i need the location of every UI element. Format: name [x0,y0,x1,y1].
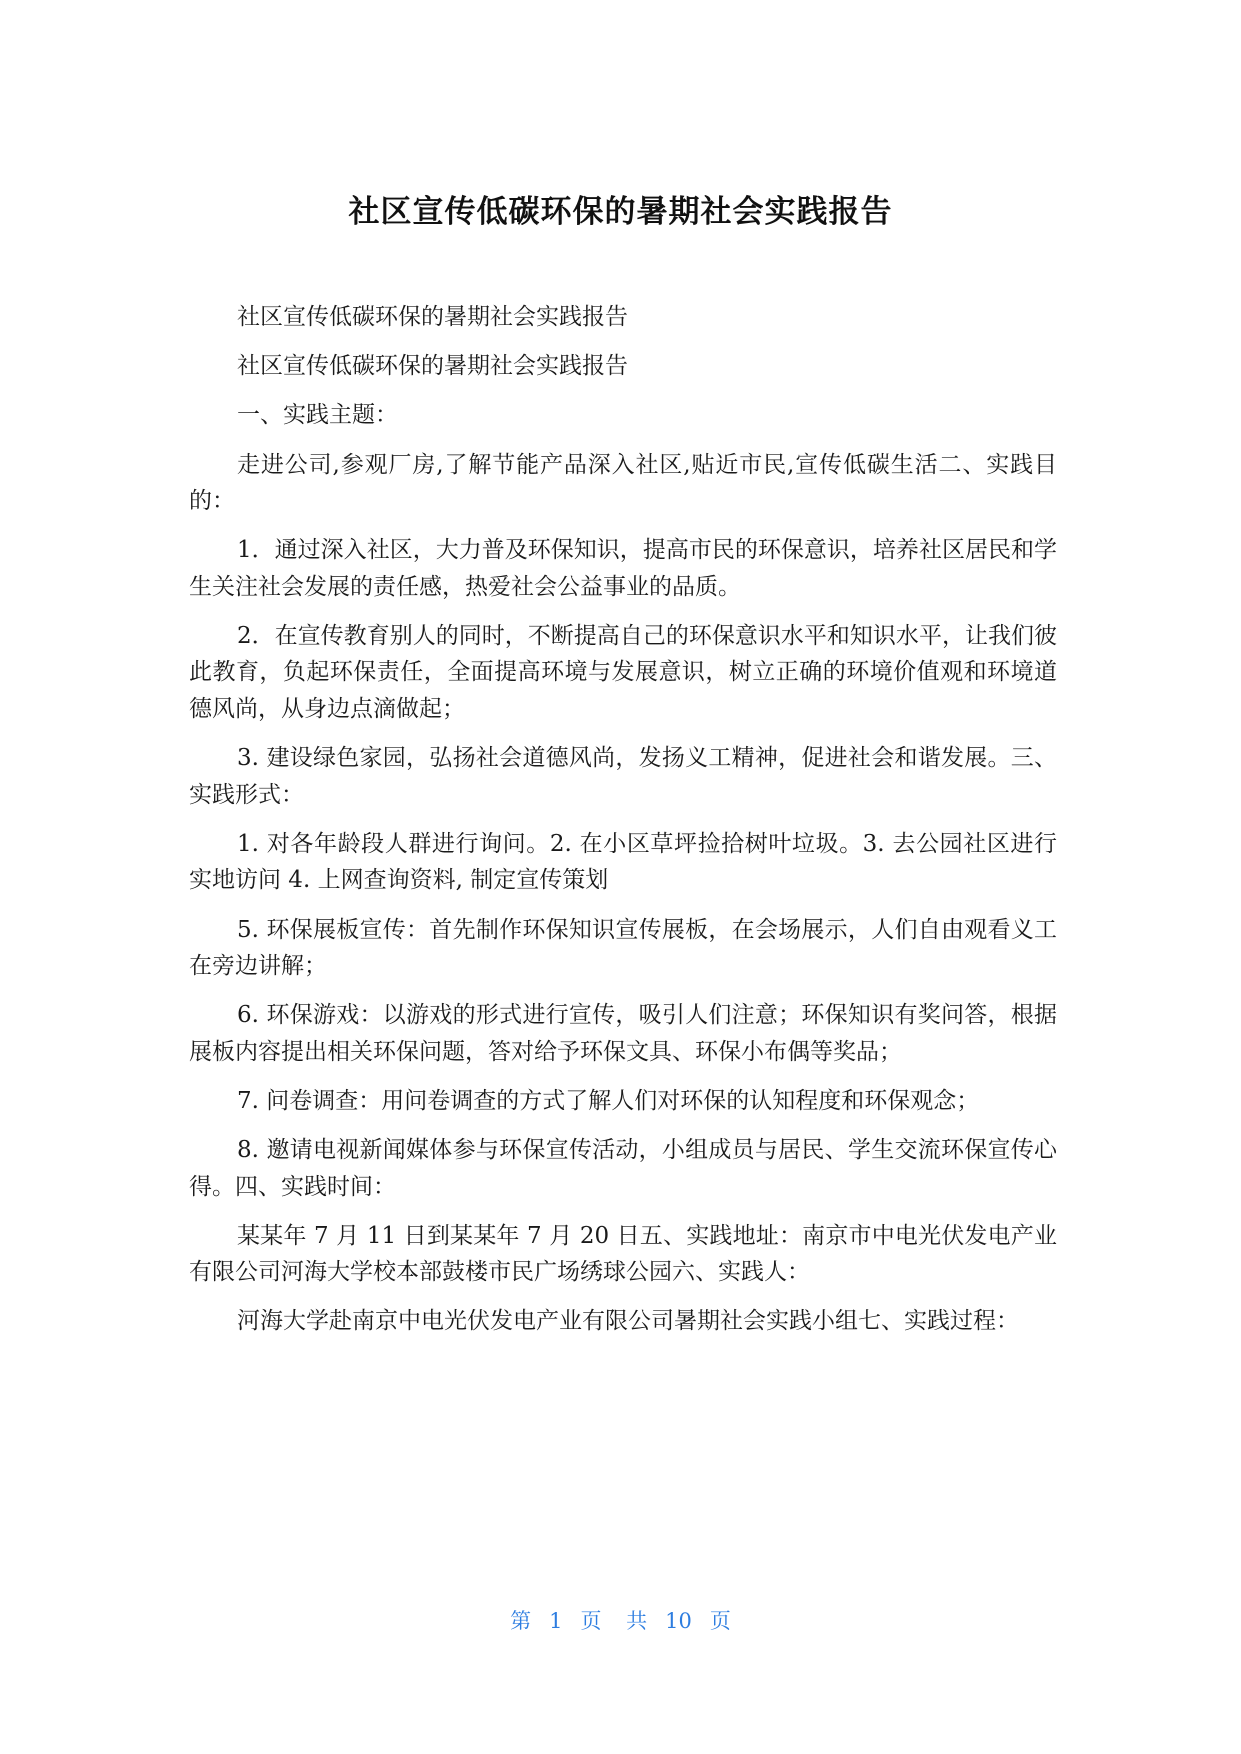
paragraph: 2．在宣传教育别人的同时，不断提高自己的环保意识水平和知识水平，让我们彼此教育，负起环保责任，全面提高环境与发展意识，树立正确的环境价值观和环境道德风尚，从身边点滴做起； [189,622,1057,722]
paragraph: 5. 环保展板宣传：首先制作环保知识宣传展板，在会场展示，人们自由观看义工在旁边讲解； [189,916,1057,979]
footer-prefix: 第 [510,1609,532,1633]
paragraph: 7. 问卷调查：用问卷调查的方式了解人们对环保的认知程度和环保观念； [237,1087,980,1114]
paragraph: 走进公司,参观厂房,了解节能产品深入社区,贴近市民,宣传低碳生活二、实践目的： [189,451,1057,515]
paragraph: 1．通过深入社区，大力普及环保知识，提高市民的环保意识，培养社区居民和学生关注社会发展的责任感，热爱社会公益事业的品质。 [189,537,1057,600]
paragraph: 社区宣传低碳环保的暑期社会实践报告 [237,353,628,380]
footer-middle: 页 共 [580,1609,648,1633]
paragraph: 3. 建设绿色家园，弘扬社会道德风尚，发扬义工精神，促进社会和谐发展。三、实践形式： [189,745,1057,808]
document-body [189,299,1057,1353]
paragraph: 一、实践主题： [237,402,398,429]
paragraph: 8. 邀请电视新闻媒体参与环保宣传活动，小组成员与居民、学生交流环保宣传心得。四、实践时间： [189,1137,1057,1200]
paragraph: 社区宣传低碳环保的暑期社会实践报告 [237,304,628,330]
document-title: 社区宣传低碳环保的暑期社会实践报告 [348,194,893,230]
paragraph: 6. 环保游戏：以游戏的形式进行宣传，吸引人们注意；环保知识有奖问答，根据展板内容提出相关环保问题，答对给予环保文具、环保小布偶等奖品； [189,1002,1057,1065]
paragraph: 1. 对各年龄段人群进行询问。2. 在小区草坪捡拾树叶垃圾。3. 去公园社区进行实地访问 4. 上网查询资料, 制定宣传策划 [189,830,1057,894]
page-footer [0,1606,1241,1636]
paragraph: 河海大学赴南京中电光伏发电产业有限公司暑期社会实践小组七、实践过程： [237,1308,1019,1335]
paragraph: 某某年 7 月 11 日到某某年 7 月 20 日五、实践地址：南京市中电光伏发电产业有限公司河海大学校本部鼓楼市民广场绣球公园六、实践人： [189,1222,1057,1286]
footer-suffix: 页 [709,1609,731,1633]
total-pages-number: 10 [665,1609,692,1633]
current-page-number: 1 [549,1609,563,1633]
